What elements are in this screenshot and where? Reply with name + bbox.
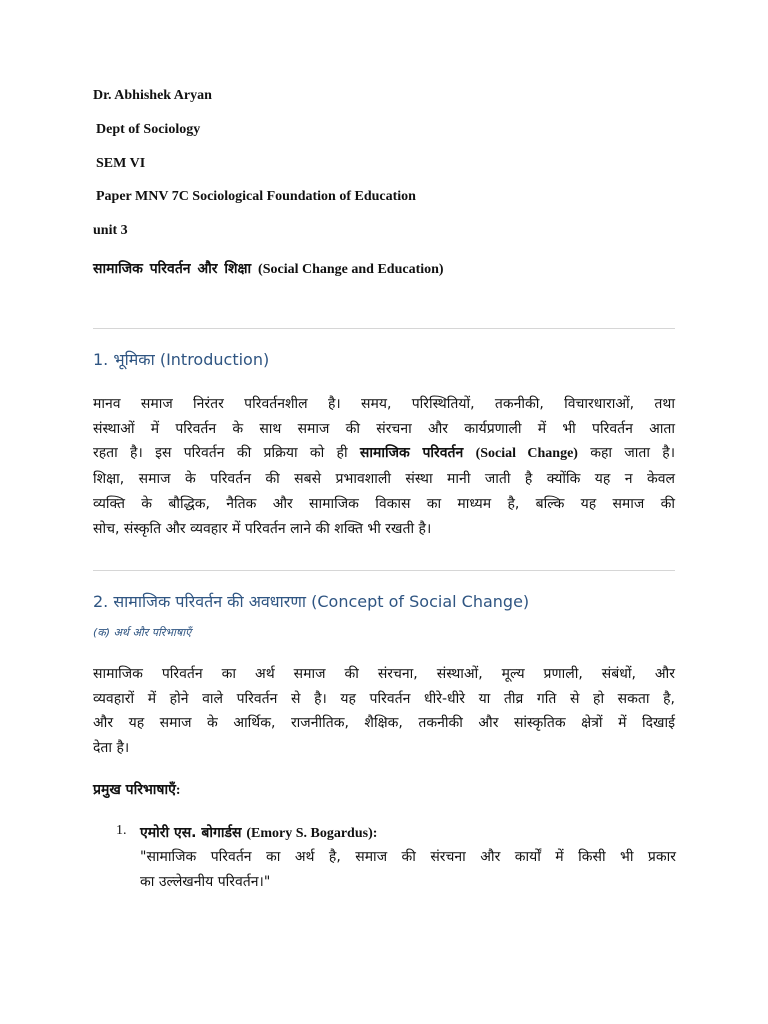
definitions-heading — [93, 780, 181, 799]
document-title-hindi: सामाजिक परिवर्तन और शिक्षा — [93, 261, 252, 277]
author-name: Dr. Abhishek Aryan — [93, 88, 212, 103]
section-heading-concept: 2. सामाजिक परिवर्तन की अवधारणा (Concept of Social Change) — [93, 592, 530, 611]
paragraph-line: और यह समाज के आर्थिक, राजनीतिक, शैक्षिक, तकनीकी और सांस्कृतिक क्षेत्रों में दिखाई — [93, 715, 675, 732]
paragraph-line: सामाजिक परिवर्तन का अर्थ समाज की संरचना, संस्थाओं, मूल्य प्रणाली, संबंधों, और — [93, 666, 675, 682]
paragraph-line: संस्थाओं में परिवर्तन के साथ समाज की संरचना और कार्यप्रणाली में भी परिवर्तन आता — [93, 420, 675, 437]
concept-paragraph — [93, 662, 675, 761]
paragraph-line: व्यक्ति के बौद्धिक, नैतिक और सामाजिक विकास का माध्यम है, बल्कि यह समाज की — [93, 495, 675, 512]
list-item-number: 1. — [116, 823, 127, 838]
section-divider — [93, 328, 675, 329]
definition-quote — [140, 845, 676, 894]
definition-author — [140, 822, 676, 845]
department: Dept of Sociology — [96, 122, 201, 137]
highlighted-term-english: (Social Change) — [475, 446, 578, 462]
paragraph-line: मानव समाज निरंतर परिवर्तनशील है। समय, परिस्थितियों, तकनीकी, विचारधाराओं, तथा — [93, 396, 675, 412]
definitions-heading-colon: : — [175, 783, 181, 798]
document-title-english: (Social Change and Education) — [258, 262, 444, 277]
definition-author-hindi: एमोरी एस. बोगार्डस — [140, 825, 242, 841]
paragraph-line: सोच, संस्कृति और व्यवहार में परिवर्तन लाने की शक्ति भी रखती है। — [93, 520, 432, 537]
section-divider — [93, 570, 675, 571]
document-title — [93, 259, 444, 278]
paragraph-line: व्यवहारों में होने वाले परिवर्तन से है। यह परिवर्तन धीरे-धीरे या तीव्र गति से हो सकता है, — [93, 690, 675, 707]
highlighted-term: सामाजिक परिवर्तन — [359, 445, 464, 462]
section-heading-introduction: 1. भूमिका (Introduction) — [93, 350, 270, 369]
paragraph-text: रहता है। इस परिवर्तन की प्रक्रिया को ही — [93, 445, 348, 462]
definitions-heading-text: प्रमुख परिभाषाएँ — [93, 782, 176, 798]
paragraph-text: कहा जाता है। — [590, 445, 675, 462]
list-item-body — [140, 822, 676, 894]
quote-line: का उल्लेखनीय परिवर्तन।" — [140, 873, 271, 890]
subsection-heading: (क) अर्थ और परिभाषाएँ — [93, 626, 192, 639]
paper-title: Paper MNV 7C Sociological Foundation of Education — [96, 189, 416, 204]
paragraph-line: देता है। — [93, 740, 130, 757]
paragraph-line — [93, 441, 675, 467]
definition-author-english: (Emory S. Bogardus): — [246, 826, 378, 841]
quote-line: "सामाजिक परिवर्तन का अर्थ है, समाज की संरचना और कार्यों में किसी भी प्रकार — [140, 849, 676, 865]
paragraph-line: शिक्षा, समाज के परिवर्तन की सबसे प्रभावशाली संस्था मानी जाती है क्योंकि यह न केवल — [93, 471, 675, 488]
semester: SEM VI — [96, 156, 146, 171]
introduction-paragraph — [93, 392, 675, 541]
unit-label: unit 3 — [93, 223, 128, 238]
